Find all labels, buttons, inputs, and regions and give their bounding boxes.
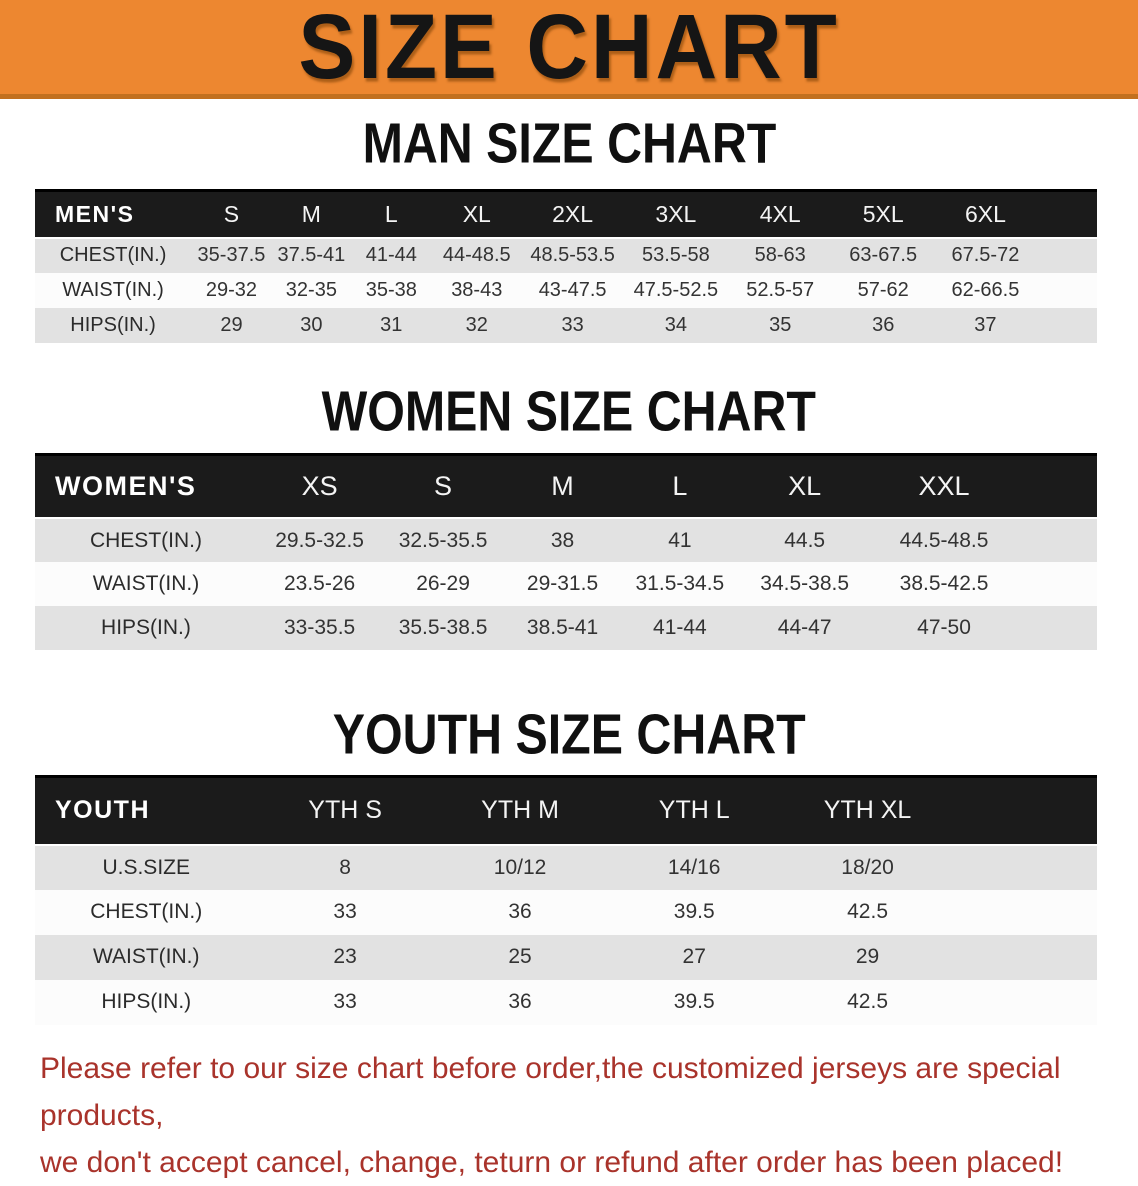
filler-cell (1017, 606, 1097, 650)
filler-cell (1017, 454, 1097, 518)
filler-cell (1036, 191, 1097, 238)
value-cell: 35 (769, 313, 792, 336)
value-cell: 36 (872, 313, 895, 336)
value-cell: 33 (333, 990, 357, 1013)
women-corner-label: WOMEN'S (35, 454, 257, 518)
size-header-cell: L (621, 454, 738, 518)
row-label-cell: WAIST(IN.) (92, 572, 200, 595)
value-cell: 29 (855, 945, 880, 968)
women-waist-row (35, 562, 1097, 606)
size-header-cell: 6XL (934, 191, 1036, 238)
value-cell: 43-47.5 (538, 278, 607, 301)
youth-ussize-row (35, 845, 1097, 890)
value-cell: 10/12 (493, 855, 547, 879)
filler-cell (954, 980, 1097, 1025)
value-cell: 57-62 (857, 278, 909, 301)
value-cell: 33-35.5 (283, 616, 356, 639)
size-header-cell: XS (257, 454, 382, 518)
men-size-table (35, 189, 1097, 343)
value-cell: 53.5-58 (641, 244, 710, 266)
disclaimer-line-2: we don't accept cancel, change, teturn or refund after order has been placed! (40, 1145, 1064, 1179)
row-label-cell: WAIST(IN.) (62, 278, 164, 301)
value-cell: 44-48.5 (442, 244, 511, 266)
value-cell: 33 (333, 900, 357, 923)
value-cell: 18/20 (841, 855, 894, 879)
women-chest-row (35, 518, 1097, 562)
men-waist-row (35, 273, 1097, 308)
women-size-table (35, 453, 1097, 651)
size-header-cell: YTH XL (781, 777, 954, 845)
value-cell: 47.5-52.5 (633, 278, 719, 301)
value-cell: 41-44 (653, 616, 707, 639)
filler-cell (1036, 238, 1097, 273)
row-label-cell: CHEST(IN.) (59, 244, 167, 266)
size-header-cell: 5XL (832, 191, 934, 238)
size-header-cell: XXL (871, 454, 1018, 518)
men-header-row (35, 191, 1097, 238)
row-label-cell: HIPS(IN.) (70, 313, 156, 336)
value-cell: 35-37.5 (197, 244, 266, 266)
value-cell: 37 (974, 313, 997, 336)
value-cell: 44.5 (784, 528, 826, 552)
value-cell: 23 (333, 945, 357, 968)
row-label-cell: WAIST(IN.) (92, 945, 200, 968)
youth-header-row (35, 777, 1097, 845)
youth-hips-row (35, 980, 1097, 1025)
value-cell: 38 (550, 528, 575, 552)
size-header-cell: XL (739, 454, 871, 518)
value-cell: 26-29 (416, 572, 470, 595)
filler-cell (954, 845, 1097, 890)
size-header-cell: 2XL (522, 191, 623, 238)
value-cell: 33 (561, 313, 584, 336)
value-cell: 58-63 (754, 244, 806, 266)
value-cell: 30 (300, 313, 323, 336)
value-cell: 38-43 (451, 278, 503, 301)
value-cell: 38.5-41 (526, 616, 599, 639)
size-header-cell: S (191, 191, 272, 238)
value-cell: 47-50 (917, 616, 971, 639)
youth-waist-row (35, 935, 1097, 980)
women-heading-text: WOMEN SIZE CHART (321, 380, 817, 443)
value-cell: 32 (465, 313, 488, 336)
value-cell: 29-31.5 (526, 572, 599, 595)
disclaimer-line-1: Please refer to our size chart before order,the customized jerseys are special products, (40, 1051, 1061, 1132)
value-cell: 36 (508, 990, 532, 1013)
value-cell: 36 (508, 900, 532, 923)
women-hips-row (35, 606, 1097, 650)
filler-cell (1036, 308, 1097, 343)
banner-title: SIZE CHART (298, 0, 840, 98)
value-cell: 8 (339, 855, 351, 879)
value-cell: 63-67.5 (849, 244, 918, 266)
size-header-cell: 4XL (728, 191, 832, 238)
value-cell: 34.5-38.5 (760, 572, 850, 595)
value-cell: 29-32 (205, 278, 258, 301)
men-chest-row (35, 238, 1097, 273)
value-cell: 23.5-26 (283, 572, 356, 595)
filler-cell (1017, 562, 1097, 606)
size-header-cell: S (382, 454, 504, 518)
row-label-cell: HIPS(IN.) (101, 616, 191, 639)
value-cell: 44-47 (777, 616, 832, 639)
size-chart-banner (0, 0, 1138, 99)
filler-cell (954, 777, 1097, 845)
value-cell: 39.5 (673, 990, 715, 1013)
size-header-cell: M (504, 454, 621, 518)
size-header-cell: L (351, 191, 432, 238)
value-cell: 62-66.5 (951, 278, 1020, 301)
value-cell: 29.5-32.5 (275, 528, 364, 552)
value-cell: 34 (664, 313, 687, 336)
value-cell: 37.5-41 (277, 244, 346, 266)
filler-cell (1036, 273, 1097, 308)
row-label-cell: HIPS(IN.) (101, 990, 192, 1013)
filler-cell (1017, 518, 1097, 562)
row-label-cell: U.S.SIZE (102, 855, 190, 879)
men-corner-label: MEN'S (35, 191, 191, 238)
value-cell: 48.5-53.5 (530, 244, 615, 266)
value-cell: 42.5 (847, 900, 888, 923)
man-heading-text: MAN SIZE CHART (362, 112, 776, 176)
value-cell: 39.5 (673, 900, 715, 923)
disclaimer-note (40, 1045, 1138, 1186)
size-header-cell: XL (432, 191, 522, 238)
value-cell: 38.5-42.5 (899, 572, 989, 595)
size-header-cell: M (272, 191, 351, 238)
youth-heading-text: YOUTH SIZE CHART (332, 703, 806, 767)
youth-chest-row (35, 890, 1097, 935)
value-cell: 41 (668, 528, 692, 552)
women-header-row (35, 454, 1097, 518)
size-header-cell: 3XL (623, 191, 728, 238)
size-header-cell: YTH L (607, 777, 781, 845)
women-section-heading (0, 380, 1138, 443)
value-cell: 42.5 (847, 990, 888, 1013)
filler-cell (954, 935, 1097, 980)
filler-cell (954, 890, 1097, 935)
value-cell: 25 (508, 945, 532, 968)
value-cell: 35-38 (365, 278, 417, 301)
row-label-cell: CHEST(IN.) (89, 528, 202, 552)
man-section-heading (0, 112, 1138, 176)
youth-section-heading (0, 703, 1138, 767)
value-cell: 32.5-35.5 (398, 528, 488, 552)
value-cell: 31.5-34.5 (635, 572, 725, 595)
value-cell: 29 (220, 313, 243, 336)
size-header-cell: YTH S (257, 777, 432, 845)
value-cell: 44.5-48.5 (899, 528, 989, 552)
men-hips-row (35, 308, 1097, 343)
size-header-cell: YTH M (433, 777, 608, 845)
value-cell: 41-44 (365, 244, 417, 266)
youth-corner-label: YOUTH (35, 777, 257, 845)
value-cell: 32-35 (285, 278, 337, 301)
value-cell: 31 (380, 313, 403, 336)
value-cell: 52.5-57 (746, 278, 815, 301)
value-cell: 67.5-72 (951, 244, 1020, 266)
value-cell: 14/16 (667, 855, 721, 879)
value-cell: 27 (682, 945, 706, 968)
value-cell: 35.5-38.5 (398, 616, 488, 639)
youth-size-table (35, 775, 1097, 1025)
row-label-cell: CHEST(IN.) (90, 900, 203, 923)
